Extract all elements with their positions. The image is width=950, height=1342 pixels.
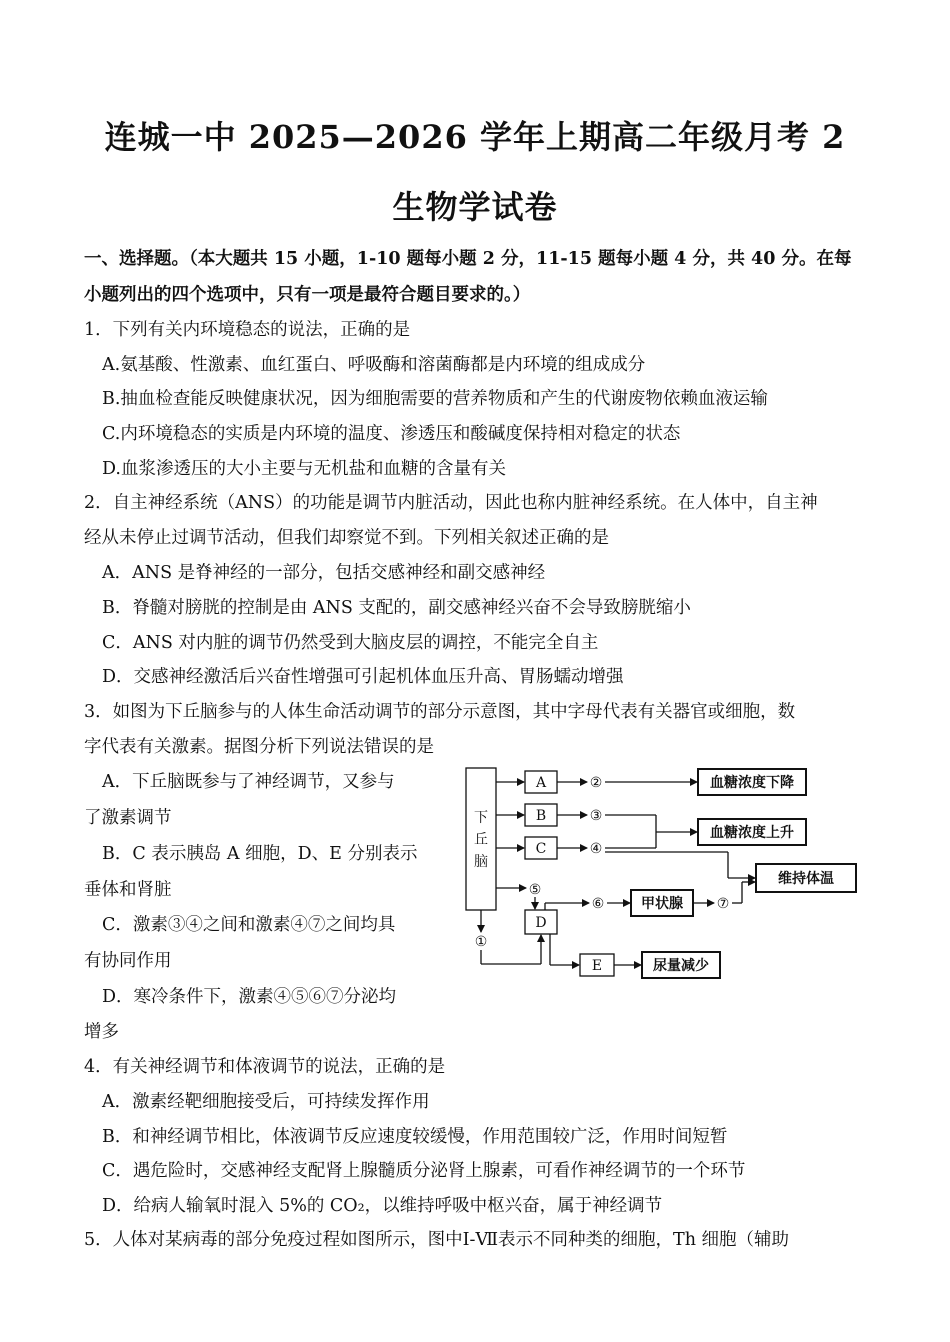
hormone-7: ⑦	[716, 896, 730, 912]
hormone-4: ④	[589, 841, 603, 857]
hyp-char-2: 丘	[474, 832, 488, 848]
q1-option-b: B.抽血检查能反映健康状况，因为细胞需要的营养物质和产生的代谢废物依赖血液运输	[102, 389, 768, 409]
q1-option-d: D.血浆渗透压的大小主要与无机盐和血糖的含量有关	[102, 459, 506, 479]
hormone-5: ⑤	[528, 882, 542, 898]
q2-option-d: D．交感神经激活后兴奋性增强可引起机体血压升高、胃肠蠕动增强	[102, 667, 624, 687]
q3-stem-line2: 字代表有关激素。据图分析下列说法错误的是	[84, 737, 434, 757]
q2-stem-line2: 经从未停止过调节活动，但我们却察觉不到。下列相关叙述正确的是	[84, 528, 609, 548]
q2-option-a: A．ANS 是脊神经的一部分，包括交感神经和副交感神经	[102, 563, 546, 583]
label-a: A	[535, 775, 547, 791]
section-instructions-line1: 一、选择题。（本大题共 15 小题，1-10 题每小题 2 分，11-15 题每小题 4 分，共 40 分。在每	[84, 249, 852, 269]
label-d: D	[535, 915, 547, 931]
hyp-char-3: 脑	[474, 854, 488, 870]
section-instructions-line2: 小题列出的四个选项中，只有一项是最符合题目要求的。）	[84, 285, 531, 305]
q3-option-d-line2: 增多	[84, 1022, 119, 1042]
q1-option-c: C.内环境稳态的实质是内环境的温度、渗透压和酸碱度保持相对稳定的状态	[102, 424, 681, 444]
hormone-3: ③	[589, 808, 603, 824]
label-b: B	[535, 808, 547, 824]
q3-option-d-line1: D．寒冷条件下，激素④⑤⑥⑦分泌均	[102, 987, 397, 1007]
q1-stem: 1．下列有关内环境稳态的说法，正确的是	[84, 320, 411, 340]
q3-option-c-line2: 有协同作用	[84, 951, 172, 971]
page-subtitle: 生物学试卷	[392, 188, 558, 226]
thyroid-label: 甲状腺	[641, 896, 683, 912]
label-c: C	[535, 841, 547, 857]
q3-option-b-line2: 垂体和肾脏	[84, 880, 172, 900]
label-e: E	[591, 958, 603, 974]
q2-option-b: B．脊髓对膀胱的控制是由 ANS 支配的，副交感神经兴奋不会导致膀胱缩小	[102, 598, 691, 618]
q1-option-a: A.氨基酸、性激素、血红蛋白、呼吸酶和溶菌酶都是内环境的组成成分	[102, 355, 646, 375]
q4-option-b: B．和神经调节相比，体液调节反应速度较缓慢，作用范围较广泛，作用时间短暂	[102, 1127, 728, 1147]
q3-option-b-line1: B．C 表示胰岛 A 细胞，D、E 分别表示	[102, 844, 418, 864]
q4-option-a: A．激素经靶细胞接受后，可持续发挥作用	[102, 1092, 430, 1112]
q3-option-c-line1: C．激素③④之间和激素④⑦之间均具	[102, 915, 396, 935]
q5-stem: 5．人体对某病毒的部分免疫过程如图所示，图中Ⅰ-Ⅶ表示不同种类的细胞，Th 细胞（辅助	[84, 1230, 790, 1250]
q2-stem-line1: 2．自主神经系统（ANS）的功能是调节内脏活动，因此也称内脏神经系统。在人体中，自主神	[84, 493, 818, 513]
q3-option-a-line1: A．下丘脑既参与了神经调节，又参与	[102, 772, 395, 792]
glucose-up-label: 血糖浓度上升	[710, 825, 794, 841]
q2-option-c: C．ANS 对内脏的调节仍然受到大脑皮层的调控，不能完全自主	[102, 633, 599, 653]
q4-option-c: C．遇危险时，交感神经支配肾上腺髓质分泌肾上腺素，可看作神经调节的一个环节	[102, 1161, 746, 1181]
q3-stem-line1: 3．如图为下丘脑参与的人体生命活动调节的部分示意图，其中字母代表有关器官或细胞，数	[84, 702, 796, 722]
hypothalamus-regulation-diagram	[460, 766, 870, 988]
q4-option-d: D．给病人输氧时混入 5%的 CO₂，以维持呼吸中枢兴奋，属于神经调节	[102, 1196, 663, 1216]
hormone-2: ②	[589, 775, 603, 791]
page-title: 连城一中 2025—2026 学年上期高二年级月考 2	[104, 118, 846, 156]
q3-option-a-line2: 了激素调节	[84, 808, 172, 828]
body-temp-label: 维持体温	[778, 871, 834, 887]
urine-less-label: 尿量减少	[653, 958, 709, 974]
hormone-6: ⑥	[591, 896, 605, 912]
glucose-down-label: 血糖浓度下降	[710, 775, 794, 791]
q4-stem: 4．有关神经调节和体液调节的说法，正确的是	[84, 1057, 446, 1077]
hormone-1: ①	[474, 934, 488, 950]
hyp-char-1: 下	[474, 810, 488, 826]
